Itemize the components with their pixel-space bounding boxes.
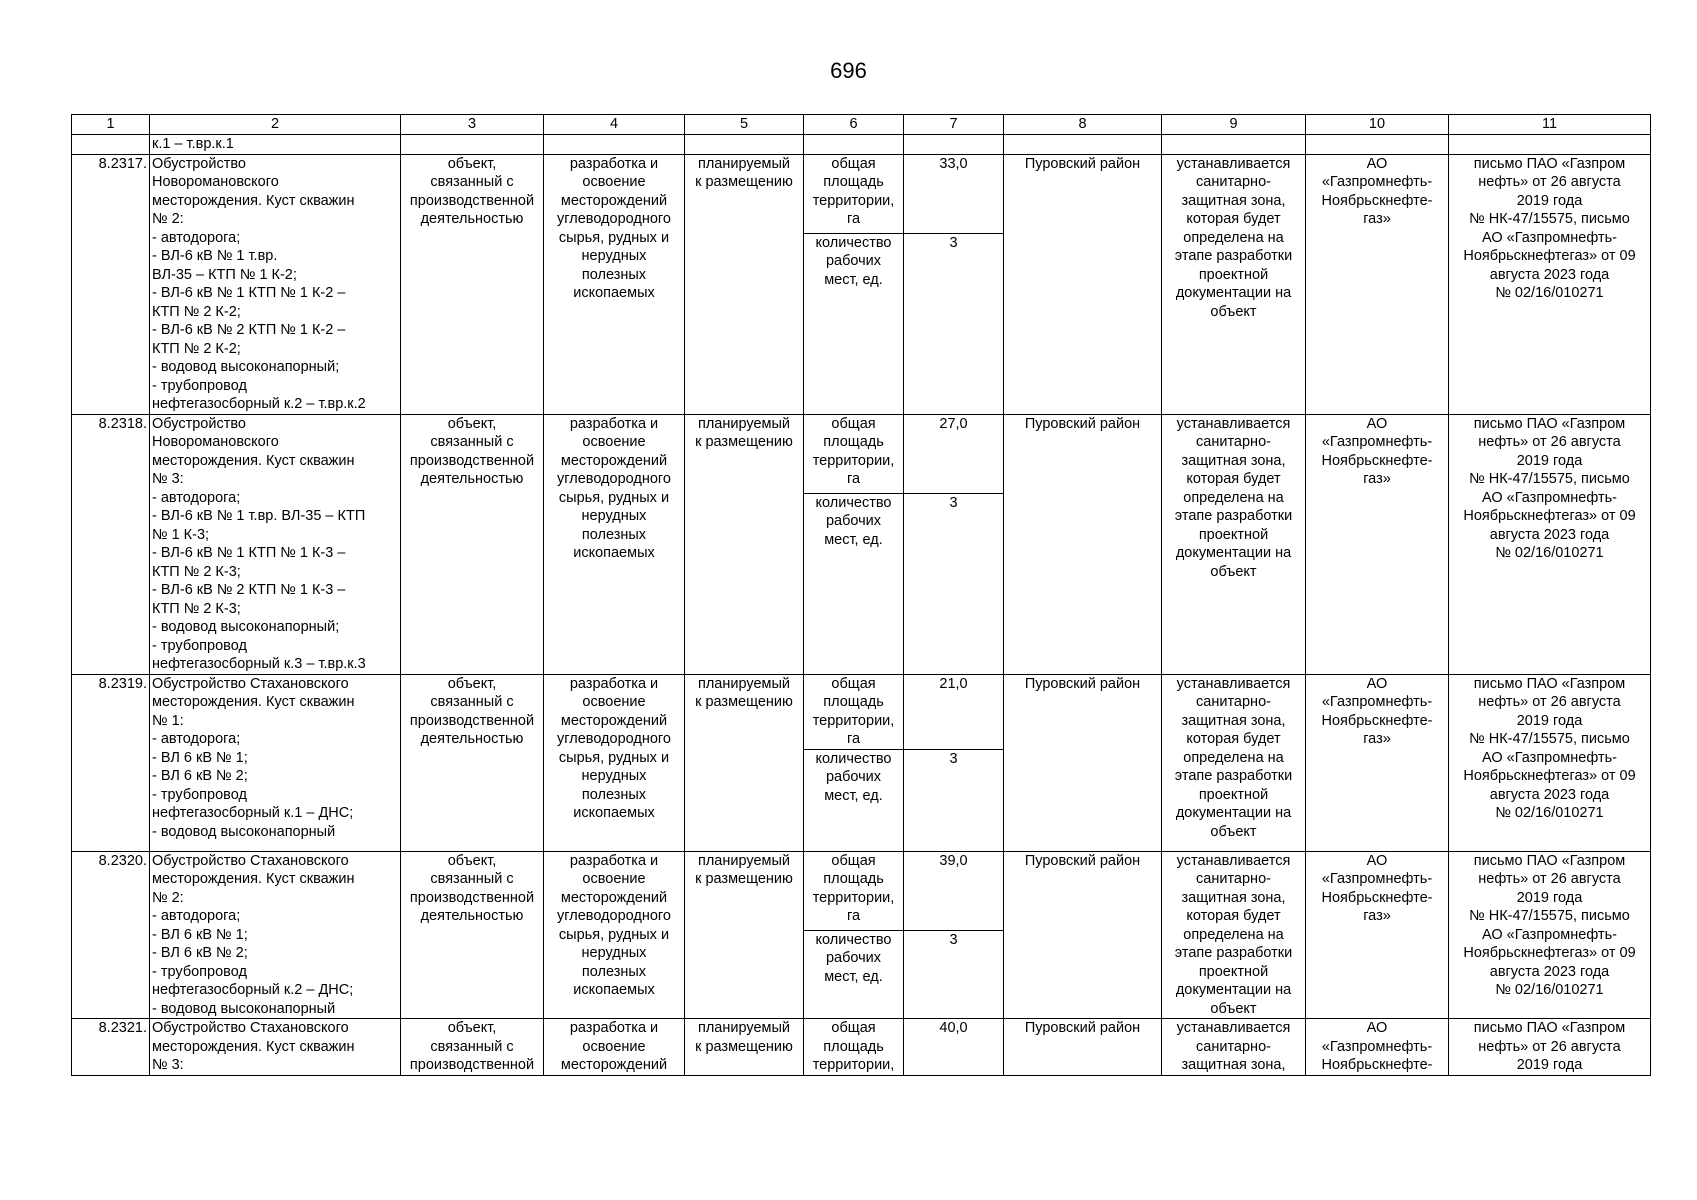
object-location-text: Пуровский район <box>1024 675 1141 692</box>
col-header-10: 10 <box>1306 115 1449 135</box>
param-area-name <box>804 154 904 233</box>
row-number <box>72 674 150 851</box>
table-row-partial <box>72 1019 1651 1076</box>
object-organization-text: АО «Газпромнефть- Ноябрьскнефте- газ» <box>1321 675 1433 747</box>
object-organization-text: АО «Газпромнефть- Ноябрьскнефте- газ» <box>1321 852 1433 924</box>
param-area-name-text: общая площадь территории, га <box>812 155 895 227</box>
col-header-6: 6 <box>804 115 904 135</box>
object-purpose-text: разработка и освоение месторождений углеводородного сырья, рудных и нерудных полезных ископаемых <box>557 852 671 998</box>
param-jobs-value-text: 3 <box>949 931 958 948</box>
object-category <box>401 414 544 674</box>
col-header-1: 1 <box>72 115 150 135</box>
cell-empty <box>401 135 544 155</box>
param-area-name-text: общая площадь территории, га <box>812 675 895 747</box>
row-number-text: 8.2319. <box>98 675 147 692</box>
object-status <box>685 851 804 1019</box>
param-area-name-text: общая площадь территории, га <box>812 852 895 924</box>
object-purpose <box>544 414 685 674</box>
col-header-7: 7 <box>904 115 1004 135</box>
cell-empty <box>1162 135 1306 155</box>
object-zone-text: устанавливается санитарно- защитная зона, <box>1176 1020 1291 1073</box>
param-jobs-name-text: количество рабочих мест, ед. <box>815 494 892 548</box>
param-jobs-name <box>804 233 904 414</box>
object-category-text: объект, связанный с производственной деятельностью <box>409 415 535 487</box>
object-location-text: Пуровский район <box>1024 852 1141 869</box>
object-zone <box>1162 414 1306 674</box>
param-jobs-name-text: количество рабочих мест, ед. <box>815 234 892 288</box>
cell-empty <box>544 135 685 155</box>
object-zone <box>1162 154 1306 414</box>
param-jobs-name <box>804 749 904 851</box>
object-organization-text: АО «Газпромнефть- Ноябрьскнефте- газ» <box>1321 155 1433 227</box>
object-zone-text: устанавливается санитарно- защитная зона, которая будет определена на этапе разработки проектной документации на объект <box>1174 155 1293 320</box>
object-status-text: планируемый к размещению <box>695 852 793 887</box>
object-status-text: планируемый к размещению <box>695 415 793 450</box>
object-organization-text: АО «Газпромнефть- Ноябрьскнефте- <box>1321 1020 1433 1073</box>
object-location <box>1004 414 1162 674</box>
cell-empty <box>1004 135 1162 155</box>
object-category-text: объект, связанный с производственной деятельностью <box>409 852 535 924</box>
param-area-value-text: 40,0 <box>939 1020 968 1036</box>
object-status-text: планируемый к размещению <box>695 675 793 710</box>
object-name <box>150 851 401 1019</box>
object-location <box>1004 1019 1162 1076</box>
param-area-value <box>904 674 1004 749</box>
object-zone <box>1162 1019 1306 1076</box>
object-zone <box>1162 674 1306 851</box>
object-basis-text: письмо ПАО «Газпром нефть» от 26 августа 2019 года № НК-47/15575, письмо АО «Газпромнефть- Ноябрьскнефтегаз» от 09 августа 2023 года № 02/16/010271 <box>1463 852 1636 998</box>
page-number: 696 <box>830 58 867 83</box>
object-purpose-text: разработка и освоение месторождений углеводородного сырья, рудных и нерудных полезных ископаемых <box>557 155 671 301</box>
objects-table <box>71 114 1651 1076</box>
object-category <box>401 851 544 1019</box>
row-number-text: 8.2318. <box>98 415 147 432</box>
object-location-text: Пуровский район <box>1024 155 1141 172</box>
object-purpose <box>544 1019 685 1076</box>
param-jobs-value <box>904 749 1004 851</box>
row-number-text: 8.2321. <box>98 1020 147 1036</box>
row-number <box>72 851 150 1019</box>
param-jobs-value <box>904 930 1004 1019</box>
object-status <box>685 1019 804 1076</box>
param-jobs-value-text: 3 <box>949 750 958 767</box>
object-organization <box>1306 154 1449 414</box>
param-area-value-text: 27,0 <box>939 415 968 432</box>
object-category <box>401 154 544 414</box>
cell-empty <box>1306 135 1449 155</box>
table-row <box>72 851 1651 930</box>
col-header-3: 3 <box>401 115 544 135</box>
param-area-value <box>904 1019 1004 1076</box>
object-name <box>150 154 401 414</box>
row-number <box>72 154 150 414</box>
param-jobs-name-text: количество рабочих мест, ед. <box>815 750 892 804</box>
param-area-name <box>804 851 904 930</box>
object-basis-text: письмо ПАО «Газпром нефть» от 26 августа 2019 года № НК-47/15575, письмо АО «Газпромнефть- Ноябрьскнефтегаз» от 09 августа 2023 года № 02/16/010271 <box>1463 415 1636 561</box>
object-basis <box>1449 154 1651 414</box>
row-number <box>72 414 150 674</box>
cell-empty <box>904 135 1004 155</box>
param-area-value-text: 21,0 <box>939 675 968 692</box>
object-zone-text: устанавливается санитарно- защитная зона, которая будет определена на этапе разработки проектной документации на объект <box>1174 852 1293 1017</box>
cell-empty <box>804 135 904 155</box>
object-zone <box>1162 851 1306 1019</box>
object-name-text: Обустройство Стахановского месторождения. Куст скважин № 2: - автодорога; - ВЛ 6 кВ № 1; - ВЛ 6 кВ № 2; - трубопровод нефтегазосборный к.2 – ДНС; - водовод высоконапорный <box>152 852 355 1017</box>
row-number <box>72 1019 150 1076</box>
object-basis <box>1449 414 1651 674</box>
param-area-value-text: 39,0 <box>939 852 968 869</box>
table-row <box>72 674 1651 749</box>
object-category-text: объект, связанный с производственной <box>409 1020 535 1073</box>
param-jobs-value-text: 3 <box>949 234 958 251</box>
object-name-text: Обустройство Стахановского месторождения. Куст скважин № 1: - автодорога; - ВЛ 6 кВ № 1; - ВЛ 6 кВ № 2; - трубопровод нефтегазосборный к.1 – ДНС; - водовод высоконапорный <box>152 675 355 840</box>
object-organization <box>1306 414 1449 674</box>
object-name <box>150 674 401 851</box>
object-basis-text: письмо ПАО «Газпром нефть» от 26 августа 2019 года № НК-47/15575, письмо АО «Газпромнефть- Ноябрьскнефтегаз» от 09 августа 2023 года № 02/16/010271 <box>1463 155 1636 301</box>
object-category-text: объект, связанный с производственной деятельностью <box>409 155 535 227</box>
object-organization <box>1306 674 1449 851</box>
object-basis-text: письмо ПАО «Газпром нефть» от 26 августа 2019 года <box>1473 1020 1626 1073</box>
param-area-value <box>904 154 1004 233</box>
cell-empty <box>72 135 150 155</box>
object-name <box>150 1019 401 1076</box>
param-jobs-value-text: 3 <box>949 494 958 511</box>
object-name-text: Обустройство Новоромановского месторождения. Куст скважин № 2: - автодорога; - ВЛ-6 кВ № 1 т.вр. ВЛ-35 – КТП № 1 К-2; - ВЛ-6 кВ № 1 КТП № 1 К-2 – КТП № 2 К-2; - ВЛ-6 кВ № 2 КТП № 1 К-2 – КТП № 2 К-2; - водовод высоконапорный; - трубопровод нефтегазосборный к.2 – т.вр.к.2 <box>152 155 366 412</box>
param-jobs-name-text: количество рабочих мест, ед. <box>815 931 892 985</box>
object-status-text: планируемый к размещению <box>695 1020 793 1055</box>
object-name <box>150 414 401 674</box>
param-area-name-text: общая площадь территории, <box>812 1020 895 1073</box>
object-purpose <box>544 851 685 1019</box>
object-name-text: Обустройство Новоромановского месторождения. Куст скважин № 3: - автодорога; - ВЛ-6 кВ № 1 т.вр. ВЛ-35 – КТП № 1 К-3; - ВЛ-6 кВ № 1 КТП № 1 К-3 – КТП № 2 К-3; - ВЛ-6 кВ № 2 КТП № 1 К-3 – КТП № 2 К-3; - водовод высоконапорный; - трубопровод нефтегазосборный к.3 – т.вр.к.3 <box>152 415 366 672</box>
col-header-8: 8 <box>1004 115 1162 135</box>
object-basis <box>1449 674 1651 851</box>
object-zone-text: устанавливается санитарно- защитная зона, которая будет определена на этапе разработки проектной документации на объект <box>1174 675 1293 840</box>
table-row <box>72 414 1651 493</box>
object-status <box>685 414 804 674</box>
object-location-text: Пуровский район <box>1024 1020 1141 1036</box>
param-area-value-text: 33,0 <box>939 155 968 172</box>
object-status-text: планируемый к размещению <box>695 155 793 190</box>
col-header-11: 11 <box>1449 115 1651 135</box>
object-basis <box>1449 851 1651 1019</box>
object-organization-text: АО «Газпромнефть- Ноябрьскнефте- газ» <box>1321 415 1433 487</box>
object-purpose <box>544 154 685 414</box>
cell-empty <box>1449 135 1651 155</box>
param-jobs-value <box>904 493 1004 674</box>
object-purpose <box>544 674 685 851</box>
col-header-2: 2 <box>150 115 401 135</box>
object-name-text: Обустройство Стахановского месторождения. Куст скважин № 3: <box>152 1020 355 1073</box>
continuation-row <box>72 135 1651 155</box>
object-category <box>401 674 544 851</box>
continuation-text: к.1 – т.вр.к.1 <box>150 135 401 155</box>
object-purpose-text: разработка и освоение месторождений углеводородного сырья, рудных и нерудных полезных ископаемых <box>557 675 671 821</box>
param-area-name-text: общая площадь территории, га <box>812 415 895 487</box>
object-zone-text: устанавливается санитарно- защитная зона, которая будет определена на этапе разработки проектной документации на объект <box>1174 415 1293 580</box>
object-basis <box>1449 1019 1651 1076</box>
object-organization <box>1306 851 1449 1019</box>
param-area-value <box>904 414 1004 493</box>
param-jobs-name <box>804 493 904 674</box>
object-location-text: Пуровский район <box>1024 415 1141 432</box>
row-number-text: 8.2317. <box>98 155 147 172</box>
object-category <box>401 1019 544 1076</box>
param-area-value <box>904 851 1004 930</box>
object-location <box>1004 851 1162 1019</box>
object-category-text: объект, связанный с производственной деятельностью <box>409 675 535 747</box>
cell-empty <box>685 135 804 155</box>
object-status <box>685 674 804 851</box>
object-basis-text: письмо ПАО «Газпром нефть» от 26 августа 2019 года № НК-47/15575, письмо АО «Газпромнефть- Ноябрьскнефтегаз» от 09 августа 2023 года № 02/16/010271 <box>1463 675 1636 821</box>
object-status <box>685 154 804 414</box>
col-header-5: 5 <box>685 115 804 135</box>
object-purpose-text: разработка и освоение месторождений углеводородного сырья, рудных и нерудных полезных ископаемых <box>557 415 671 561</box>
param-area-name <box>804 414 904 493</box>
table-row <box>72 154 1651 233</box>
row-number-text: 8.2320. <box>98 852 147 869</box>
col-header-9: 9 <box>1162 115 1306 135</box>
object-location <box>1004 154 1162 414</box>
object-purpose-text: разработка и освоение месторождений <box>560 1020 668 1073</box>
param-jobs-value <box>904 233 1004 414</box>
param-area-name <box>804 674 904 749</box>
col-header-4: 4 <box>544 115 685 135</box>
param-area-name <box>804 1019 904 1076</box>
object-organization <box>1306 1019 1449 1076</box>
header-row <box>72 115 1651 135</box>
param-jobs-name <box>804 930 904 1019</box>
object-location <box>1004 674 1162 851</box>
